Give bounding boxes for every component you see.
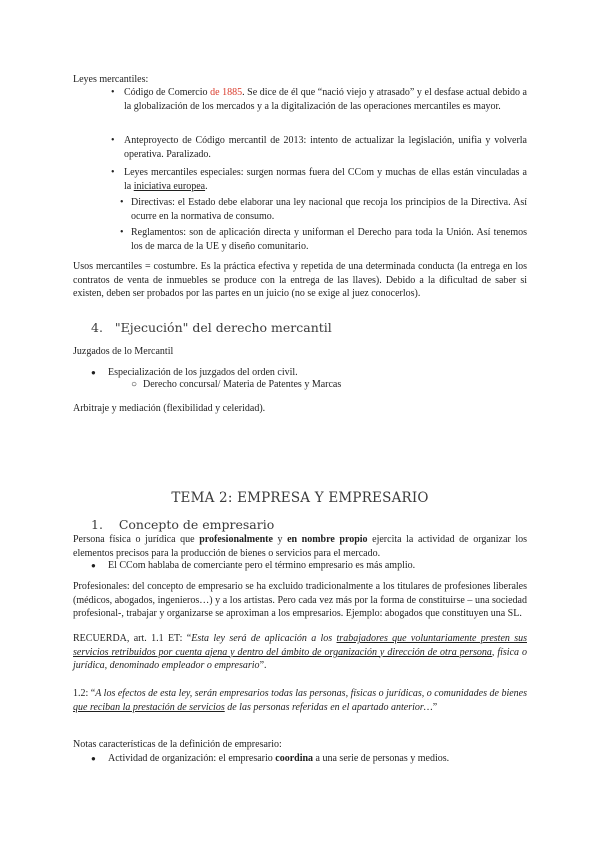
recuerda-prefix: RECUERDA, art. 1.1 ET: “	[73, 633, 192, 644]
codigo-rest: . Se dice de él que “nació viejo y atrasado” y el desfase actual debido a la globalización de los mercados y a la digitalización de las operaciones mercantiles es mayor.	[124, 87, 527, 112]
bullet-dot: ●	[91, 368, 96, 377]
def-a: Persona física o jurídica que	[73, 534, 200, 545]
art12-suffix: ”	[432, 701, 438, 713]
art12-prefix: 1.2: “	[73, 688, 96, 699]
recuerda-italic-1: Esta ley será de aplicación a los	[191, 633, 337, 644]
recuerda-suffix: ”.	[259, 660, 267, 671]
directivas-item: Directivas: el Estado debe elaborar una ley nacional que recoja los principios de la Directiva. Así ocurre en la normativa de consumo.	[131, 197, 527, 222]
ejecucion-heading: 4. "Ejecución" del derecho mercantil	[91, 320, 332, 335]
art-1-2-paragraph	[73, 687, 527, 714]
bullet-circle: ○	[131, 379, 138, 390]
especiales-end: .	[205, 180, 208, 192]
concepto-heading: 1. Concepto de empresario	[91, 517, 275, 532]
bullet-dot: •	[120, 227, 124, 238]
bullet-dot: •	[120, 197, 124, 208]
notas-heading: Notas características de la definición de empresario:	[73, 739, 282, 750]
act-a: Actividad de organización: el empresario	[108, 753, 276, 764]
art12-underlined: que reciban la prestación de servicios	[73, 701, 225, 713]
ccom-item: El CCom hablaba de comerciante pero el término empresario es más amplio.	[108, 560, 416, 571]
especiales-text: Leyes mercantiles especiales: surgen normas fuera del CCom y muchas de ellas están vinculadas a la	[124, 167, 527, 192]
bullet-dot: ●	[91, 754, 96, 763]
bullet-dot: •	[111, 167, 115, 178]
reglamentos-item: Reglamentos: son de aplicación directa y uniforman el Derecho para toda la Unión. Así tenemos los de marca de la UE y diseño comunitario.	[131, 227, 527, 252]
especializacion-item: Especialización de los juzgados del orden civil.	[108, 367, 298, 378]
actividad-organizacion-item	[108, 752, 449, 766]
derecho-concursal-item: Derecho concursal/ Materia de Patentes y Marcas	[143, 379, 342, 390]
profesionales-paragraph: Profesionales: del concepto de empresario se ha excluido tradicionalmente a los titulares de profesiones liberales (médicos, abogados, ingenieros…) y a los artistas. Pero cada vez más por la forma de constituirse – una sociedad profesional-, trabajar y organizarse se aproximan a los empresarios. Ejemplo: abogados que constituyen una SL.	[73, 581, 527, 619]
profesionalmente-bold: profesionalmente	[199, 534, 273, 545]
bullet-dot: •	[111, 135, 115, 146]
def-c: y	[272, 534, 288, 545]
iniciativa-europea-link: iniciativa europea	[133, 180, 206, 192]
anteproyecto-item: Anteproyecto de Código mercantil de 2013: intento de actualizar la legislación, unifia y volverla operativa. Paralizado.	[124, 135, 527, 160]
bullet-dot: ●	[91, 561, 96, 570]
juzgados-heading: Juzgados de lo Mercantil	[73, 346, 174, 357]
arbitraje-paragraph: Arbitraje y mediación (flexibilidad y celeridad).	[73, 403, 266, 414]
coordina-bold: coordina	[275, 753, 314, 764]
art12-italic-2: de las personas referidas en el apartado anterior…	[224, 701, 433, 713]
recuerda-paragraph	[73, 632, 527, 673]
definicion-paragraph	[73, 533, 527, 560]
art12-italic-1: A los efectos de esta ley, serán empresarios todas las personas, físicas o jurídicas, o comunidades de bienes	[95, 688, 527, 699]
codigo-comercio-item	[124, 86, 527, 113]
leyes-especiales-item	[124, 166, 527, 193]
codigo-year: de 1885	[210, 87, 243, 98]
usos-mercantiles-paragraph: Usos mercantiles = costumbre. Es la práctica efectiva y repetida de una determinada conducta (la entrega en los contratos de venta de inmuebles se produce con la entrega de las llaves). Debido a la dificultad de saber si existen, deben ser probados por las partes en un juicio (no se exige al juez conocerlos).	[73, 261, 527, 299]
def-e: ejercita la actividad de organizar los elementos precisos para la producción de bienes o servicios para el mercado.	[73, 534, 528, 559]
leyes-heading: Leyes mercantiles:	[73, 74, 149, 85]
bullet-dot: •	[111, 87, 115, 98]
act-c: a una serie de personas y medios.	[313, 753, 450, 764]
en-nombre-propio-bold: en nombre propio	[287, 534, 368, 545]
codigo-prefix: Código de Comercio	[124, 87, 211, 98]
tema-title: TEMA 2: EMPRESA Y EMPRESARIO	[171, 490, 429, 506]
recuerda-italic-2: , física o jurídica, denominado empleador o empresario	[73, 646, 527, 671]
recuerda-underlined: trabajadores que voluntariamente presten sus servicios retribuidos por cuenta ajena y dentro del ámbito de organización y dirección de otra persona	[73, 633, 527, 658]
